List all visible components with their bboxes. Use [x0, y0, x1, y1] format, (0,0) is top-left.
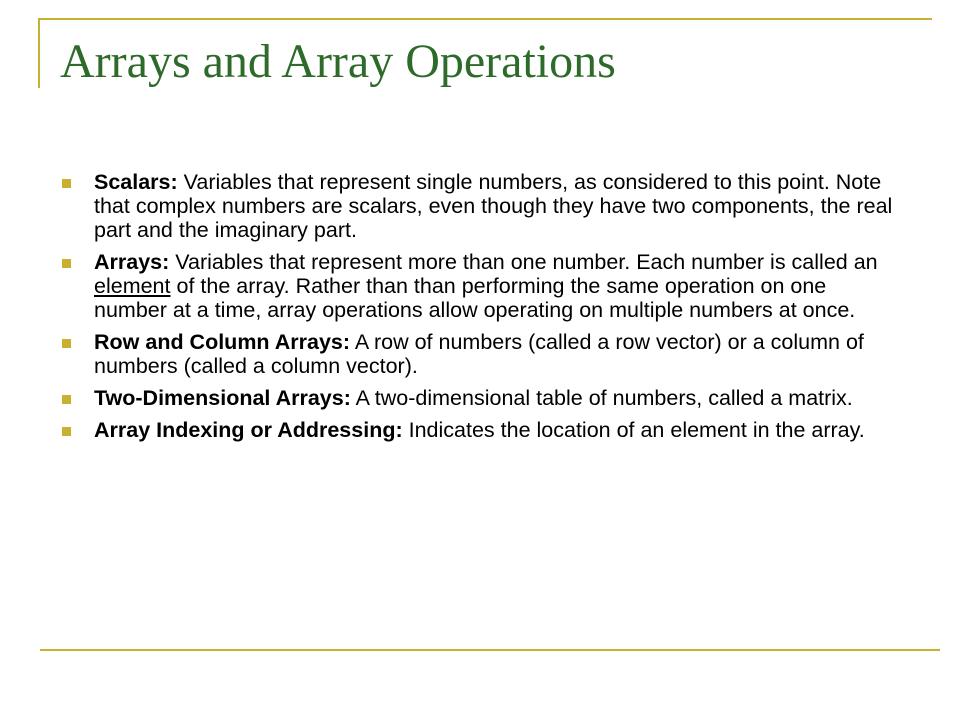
bottom-rule — [40, 649, 940, 651]
bullet-text: Variables that represent single numbers, as considered to this point. Note that complex numbers are scalars, even though they have two components, the real part and the imaginary part. — [94, 170, 893, 242]
bullet-scalars — [60, 170, 900, 242]
bullet-two-dimensional-arrays — [60, 386, 900, 410]
bullet-text: A two-dimensional table of numbers, called a matrix. — [355, 386, 853, 410]
bullet-array-indexing — [60, 418, 900, 442]
bullet-text: Indicates the location of an element in the array. — [408, 418, 865, 442]
bullet-term: Arrays: — [94, 250, 170, 274]
square-bullet-icon — [62, 339, 71, 348]
slide-title: Arrays and Array Operations — [60, 35, 616, 88]
bullet-row-column-arrays — [60, 330, 900, 378]
square-bullet-icon — [62, 259, 71, 268]
left-rule — [38, 18, 40, 88]
bullet-term: Array Indexing or Addressing: — [94, 418, 403, 442]
bullet-list — [60, 170, 900, 450]
bullet-text: Variables that represent more than one number. Each number is called an — [175, 250, 878, 274]
top-rule — [38, 18, 932, 20]
underlined-term: element — [94, 274, 171, 298]
square-bullet-icon — [62, 395, 71, 404]
bullet-arrays — [60, 250, 900, 322]
bullet-text: of the array. Rather than than performing the same operation on one number at a time, array operations allow operating on multiple numbers at once. — [94, 274, 856, 322]
bullet-term: Row and Column Arrays: — [94, 330, 351, 354]
square-bullet-icon — [62, 427, 71, 436]
bullet-text: A row of numbers (called a row vector) or a column of numbers (called a column vector). — [94, 330, 864, 378]
bullet-term: Scalars: — [94, 170, 178, 194]
bullet-term: Two-Dimensional Arrays: — [94, 386, 351, 410]
square-bullet-icon — [62, 179, 71, 188]
